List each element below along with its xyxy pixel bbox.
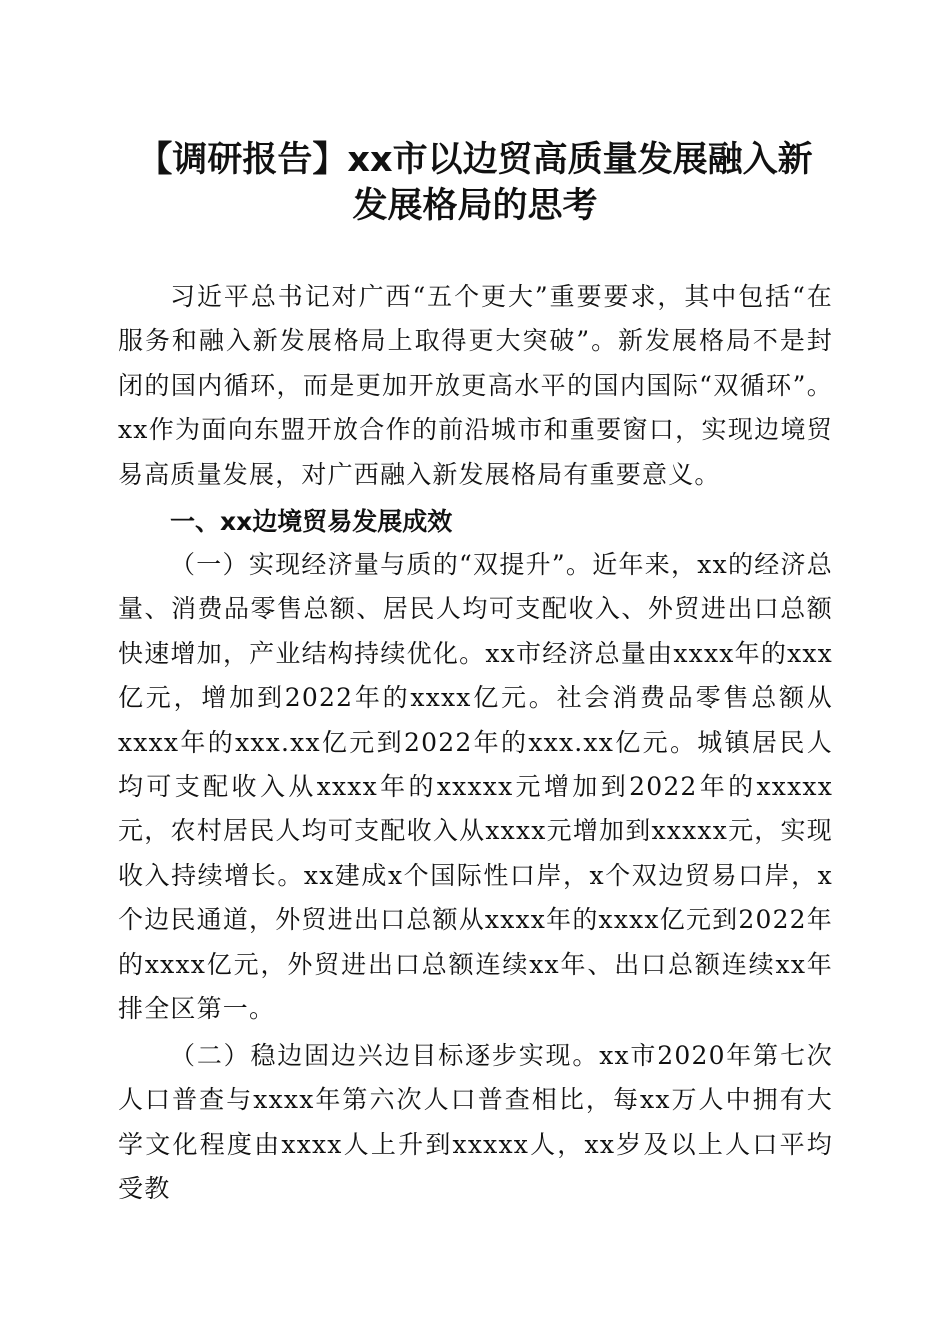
paragraph-intro: 习近平总书记对广西“五个更大”重要要求，其中包括“在服务和融入新发展格局上取得更大突破”。新发展格局不是封闭的国内循环，而是更加开放更高水平的国内国际“双循环”。xx作为面向东盟开放合作的前沿城市和重要窗口，实现边境贸易高质量发展，对广西融入新发展格局有重要意义。 — [118, 282, 833, 489]
document-title-line-2: 发展格局的思考 — [352, 186, 598, 226]
paragraph-border-stability: （二）稳边固边兴边目标逐步实现。xx市2020年第七次人口普查与xxxx年第六次人口普查相比，每xx万人中拥有大学文化程度由xxxx人上升到xxxxx人，xx岁及以上人口平均受教 — [118, 1041, 833, 1204]
section-heading-1: 一、xx边境贸易发展成效 — [170, 507, 453, 536]
document-title-line-1: 【调研报告】xx市以边贸高质量发展融入新 — [137, 140, 813, 180]
paragraph-economic-growth: （一）实现经济量与质的“双提升”。近年来，xx的经济总量、消费品零售总额、居民人均可支配收入、外贸进出口总额快速增加，产业结构持续优化。xx市经济总量由xxxx年的xxx亿元，增加到2022年的xxxx亿元。社会消费品零售总额从xxxx年的xxx.xx亿元到2022年的xxx.xx亿元。城镇居民人均可支配收入从xxxx年的xxxxx元增加到2022年的xxxxx元，农村居民人均可支配收入从xxxx元增加到xxxxx元，实现收入持续增长。xx建成x个国际性口岸，x个双边贸易口岸，x个边民通道，外贸进出口总额从xxxx年的xxxx亿元到2022年的xxxx亿元，外贸进出口总额连续xx年、出口总额连续xx年排全区第一。 — [118, 550, 833, 1024]
